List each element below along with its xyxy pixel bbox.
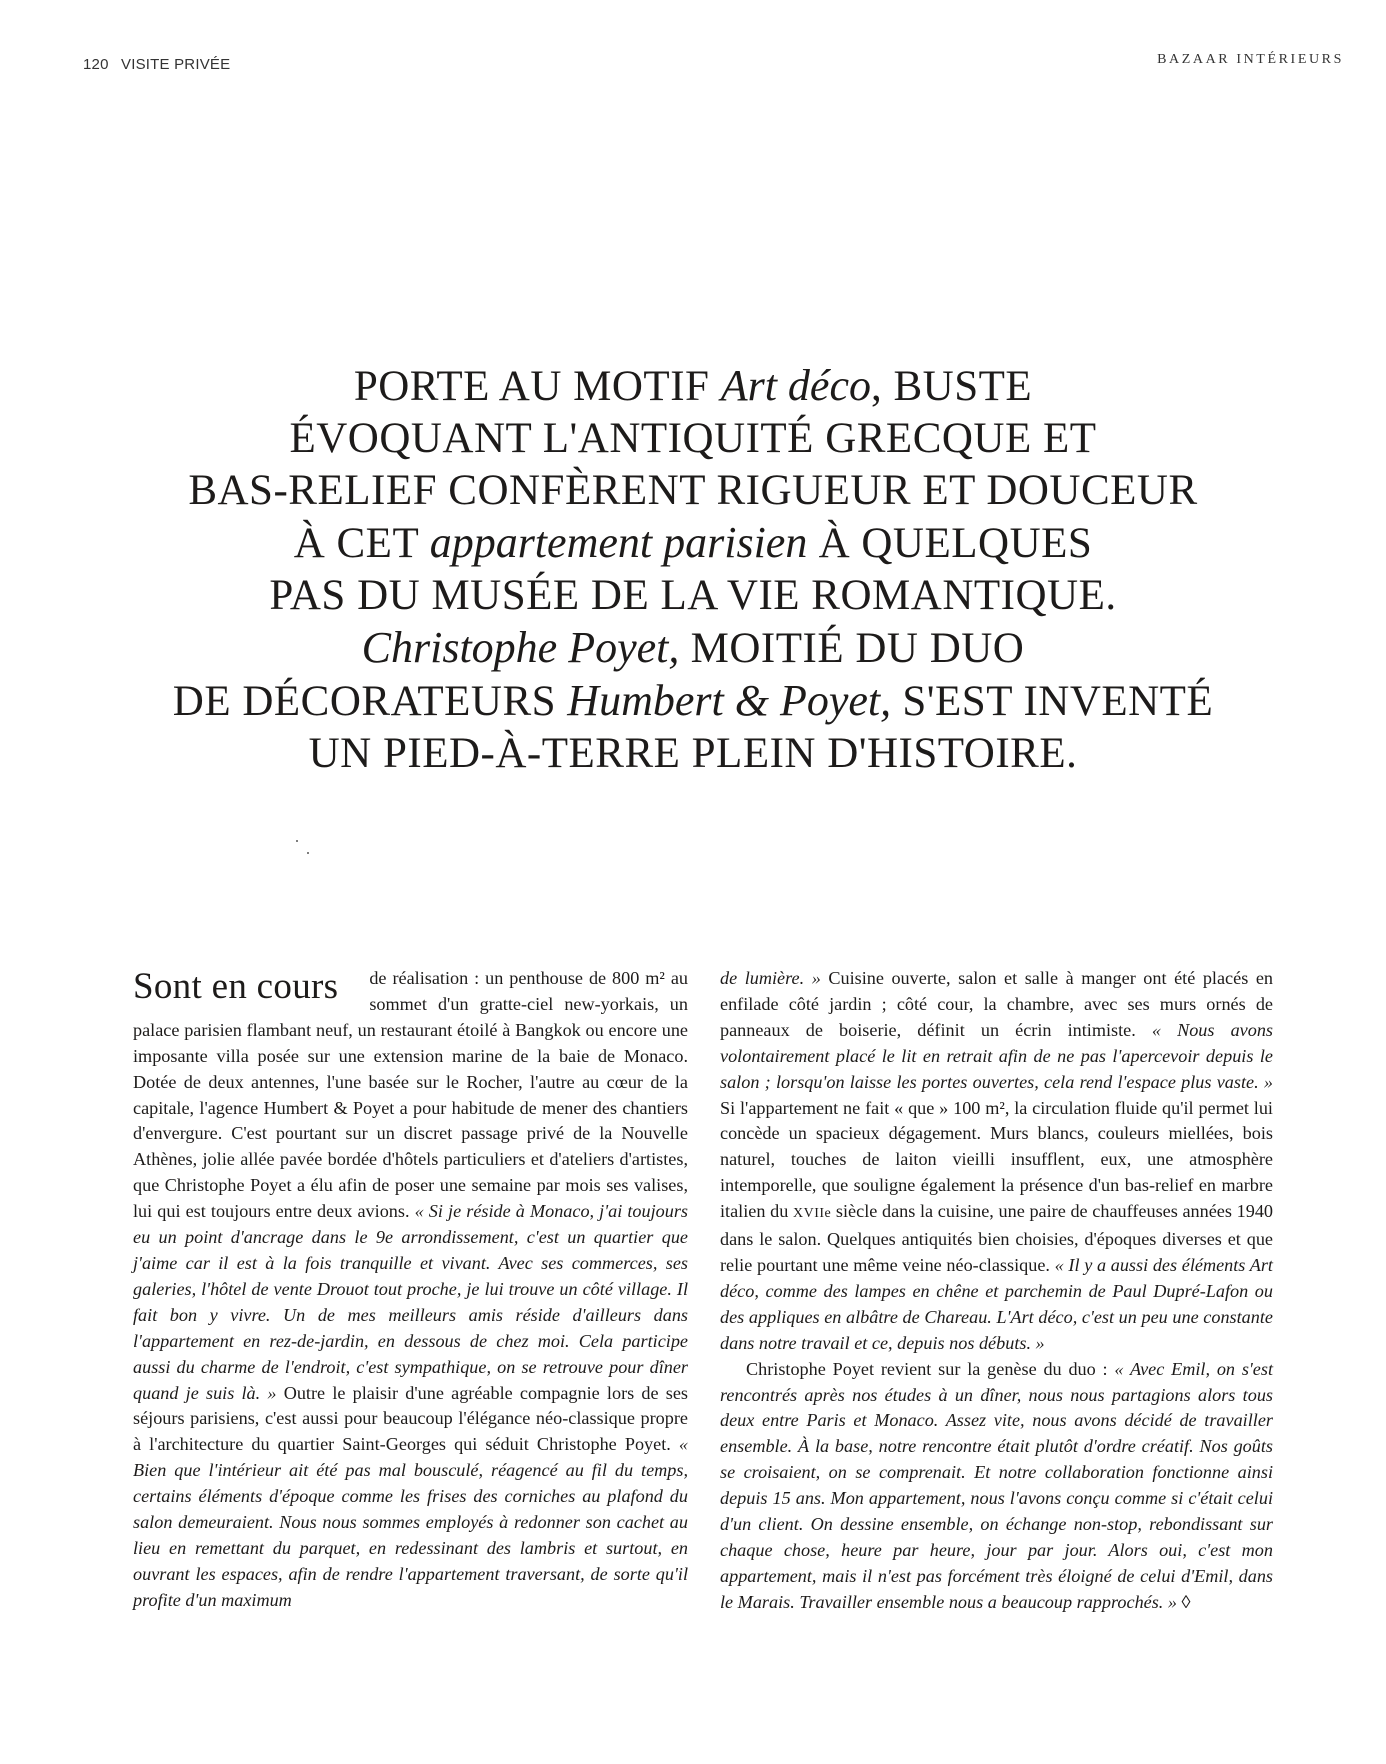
headline-line: ÉVOQUANT L'ANTIQUITÉ GRECQUE ET — [289, 415, 1097, 462]
body-text: Christophe Poyet revient sur la genèse du duo : — [746, 1358, 1115, 1379]
headline-line — [130, 360, 1256, 413]
headline-text: PORTE AU MOTIF — [353, 363, 721, 410]
headline-italic: Christophe Poyet, — [361, 623, 680, 672]
headline-line — [130, 517, 1256, 570]
quote-text: « Bien que l'intérieur ait été pas mal bousculé, réagencé au fil du temps, certains éléments d'époque comme les frises des corniches au plafond du salon demeuraient. Nous nous sommes employés à redonner son cachet au lieu en remettant du parquet, en redessinant des lambris et surtout, en ouvrant les espaces, afin de rendre l'appartement traversant, de sorte qu'il profite d'un maximum — [133, 1434, 688, 1610]
body-text: Outre le plaisir d'une agréable compagnie lors de ses séjours parisiens, c'est aussi pour beaucoup l'élégance néo-classique propre à l'architecture du quartier Saint-Georges qui séduit Christophe Poyet. — [133, 1382, 688, 1455]
quote-text: « Nous avons volontairement placé le lit en retrait afin de ne pas l'apercevoir depuis le salon ; lorsqu'on laisse les portes ouvertes, cela rend l'espace plus vaste. » — [720, 1019, 1274, 1092]
section-title: VISITE PRIVÉE — [121, 56, 231, 73]
headline-text: , BUSTE — [870, 363, 1033, 410]
headline-line — [130, 675, 1256, 728]
lead-in: Sont en cours — [133, 966, 339, 1007]
quote-text: de lumière. » — [720, 968, 821, 988]
century-text: XVIIe — [792, 1206, 832, 1222]
headline-line: PAS DU MUSÉE DE LA VIE ROMANTIQUE. — [269, 572, 1117, 619]
headline-text: S'EST INVENTÉ — [891, 678, 1214, 725]
article-paragraph — [720, 1357, 1273, 1616]
paper-speck — [307, 852, 309, 854]
headline-italic: Art déco — [720, 361, 871, 410]
quote-text: « Avec Emil, on s'est rencontrés après nos études à un dîner, nous nous partagions alors tous deux entre Paris et Monaco. Assez vite, nous avons décidé de travailler ensemble. À la base, notre rencontre était plutôt d'ordre créatif. Nos goûts se croisaient, on se comprenait. Et notre collaboration fonctionne ainsi depuis 15 ans. Mon appartement, nous l'avons conçu comme si c'était celui d'un client. On dessine ensemble, on échange non-stop, rebondissant sur chaque chose, heure par heure, jour par jour. Alors oui, c'est mon appartement, mais il n'est pas forcément très éloigné de celui d'Emil, dans le Marais. Travailler ensemble nous a beaucoup rapprochés. » — [720, 1358, 1273, 1612]
headline-italic: appartement parisien — [429, 518, 808, 567]
page-number: 120 — [83, 56, 109, 73]
page-folio — [83, 56, 230, 73]
headline-line: BAS-RELIEF CONFÈRENT RIGUEUR ET DOUCEUR — [188, 467, 1198, 514]
headline-text: DE DÉCORATEURS — [172, 678, 568, 725]
body-text: siècle dans la cuisine, une paire de chauffeuses années 1940 dans le salon. Quelques antiquités bien choisies, d'époques diverses et que relie pourtant une même veine néo-classique. — [720, 1201, 1274, 1275]
article-column-left — [133, 966, 688, 1614]
quote-text: « Il y a aussi des éléments Art déco, comme des lampes en chêne et parchemin de Paul Dupré-Lafon ou des appliques en albâtre de Chareau. L'Art déco, c'est un peu une constante dans notre travail et ce, depuis nos débuts. » — [720, 1254, 1273, 1353]
headline — [130, 360, 1256, 780]
headline-line: UN PIED-À-TERRE PLEIN D'HISTOIRE. — [308, 730, 1078, 777]
body-text: de réalisation : un penthouse de 800 m² au sommet d'un gratte-ciel new-yorkais, un palace parisien flambant neuf, un restaurant étoilé à Bangkok ou encore une imposante villa posée sur une extension marine de la baie de Monaco. Dotée de deux antennes, l'une basée sur le Rocher, l'autre au cœur de la capitale, l'agence Humbert & Poyet a pour habitude de mener des chantiers d'envergure. C'est pourtant sur un discret passage privé de la Nouvelle Athènes, jolie allée pavée bordée d'hôtels particuliers et d'ateliers d'artistes, que Christophe Poyet a élu afin de poser une semaine par mois ses valises, lui qui est toujours entre deux avions. — [133, 968, 688, 1222]
paper-speck — [296, 840, 298, 842]
article-paragraph — [133, 966, 688, 1614]
body-text: Cuisine ouverte, salon et salle à manger ont été placés en enfilade côté jardin ; côté cour, la chambre, avec ses murs ornés de panneaux de boiserie, définit un écrin intimiste. — [720, 968, 1273, 1040]
headline-text: À CET — [293, 520, 430, 567]
article-paragraph — [720, 966, 1273, 1357]
article-column-right — [720, 966, 1273, 1616]
headline-text: MOITIÉ DU DUO — [679, 625, 1025, 672]
headline-text: À QUELQUES — [807, 520, 1093, 567]
headline-line — [130, 622, 1256, 675]
quote-text: « Si je réside à Monaco, j'ai toujours eu un point d'ancrage dans le 9e arrondissement, c'est un quartier que j'aime car il est à la fois tranquille et vivant. Avec ses commerces, ses galeries, l'hôtel de vente Drouot tout proche, je lui trouve un côté village. Il fait bon y vivre. Un de mes meilleurs amis réside d'ailleurs dans l'appartement en rez-de-jardin, en dessous de chez moi. Cela participe aussi du charme de l'endroit, c'est sympathique, on se retrouve pour dîner quand je suis là. » — [133, 1201, 688, 1403]
magazine-title: BAZAAR INTÉRIEURS — [1157, 52, 1344, 67]
headline-italic: Humbert & Poyet, — [567, 676, 892, 725]
end-mark: ◊ — [1177, 1591, 1191, 1612]
body-text: Si l'appartement ne fait « que » 100 m², la circulation fluide qu'il permet lui concède un spacieux dégagement. Murs blancs, couleurs miellées, bois naturel, touches de laiton vieilli insufflent, eux, une atmosphère intemporelle, que souligne également la présence d'un bas-relief en marbre italien du — [720, 1097, 1273, 1222]
